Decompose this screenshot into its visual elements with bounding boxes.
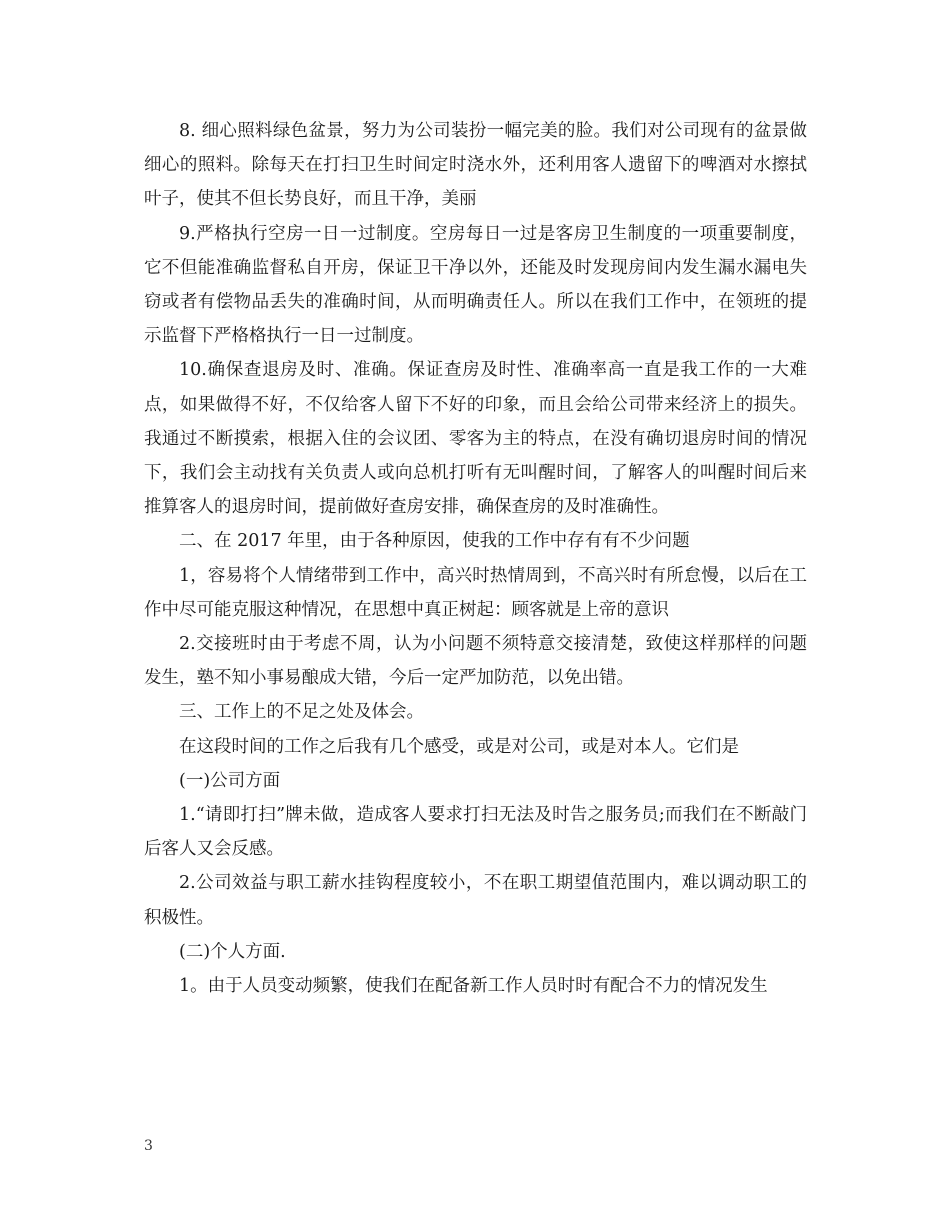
section-heading-shortcomings: 三、工作上的不足之处及体会。 bbox=[179, 702, 424, 723]
page-number: 3 bbox=[144, 1138, 153, 1154]
paragraph-item-9: 9.严格执行空房一日一过制度。空房每日一过是客房卫生制度的一项重要制度，它不但能准确监督私自开房，保证卫干净以外，还能及时发现房间内发生漏水漏电失窃或者有偿物品丢失的准确时间，从而明确责任人。所以在我们工作中，在领班的提示监督下严格格执行一日一过制度。 bbox=[144, 223, 807, 347]
company-item-1: 1.“请即打扫”牌未做，造成客人要求打扫无法及时告之服务员;而我们在不断敲门后客人又会反感。 bbox=[144, 805, 807, 860]
intro-sentence: 在这段时间的工作之后我有几个感受，或是对公司，或是对本人。它们是 bbox=[179, 736, 739, 757]
personal-item-1: 1。由于人员变动频繁，使我们在配备新工作人员时时有配合不力的情况发生 bbox=[179, 976, 768, 997]
subheading-personal: (二)个人方面. bbox=[179, 941, 286, 962]
problem-item-1: 1，容易将个人情绪带到工作中，高兴时热情周到，不高兴时有所怠慢，以后在工作中尽可能克服这种情况，在思想中真正树起：顾客就是上帝的意识 bbox=[144, 565, 807, 620]
paragraph-item-8: 8. 细心照料绿色盆景，努力为公司装扮一幅完美的脸。我们对公司现有的盆景做细心的照料。除每天在打扫卫生时间定时浇水外，还利用客人遗留下的啤酒对水擦拭叶子，使其不但长势良好，而且干净，美丽 bbox=[144, 121, 807, 210]
problem-item-2: 2.交接班时由于考虑不周，认为小问题不须特意交接清楚，致使这样那样的问题发生，塾不知小事易酿成大错，今后一定严加防范，以免出错。 bbox=[144, 634, 807, 689]
subheading-company: (一)公司方面 bbox=[179, 770, 281, 791]
company-item-2: 2.公司效益与职工薪水挂钩程度较小，不在职工期望值范围内，难以调动职工的积极性。 bbox=[144, 873, 807, 928]
section-heading-problems: 二、在 2017 年里，由于各种原因，使我的工作中存有有不少问题 bbox=[179, 531, 690, 552]
document-body bbox=[144, 114, 807, 1003]
paragraph-item-10: 10.确保查退房及时、准确。保证查房及时性、准确率高一直是我工作的一大难点，如果做得不好，不仅给客人留下不好的印象，而且会给公司带来经济上的损失。我通过不断摸索，根据入住的会议团、零客为主的特点，在没有确切退房时间的情况下，我们会主动找有关负责人或向总机打听有无叫醒时间，了解客人的叫醒时间后来推算客人的退房时间，提前做好查房安排，确保查房的及时准确性。 bbox=[144, 360, 807, 518]
